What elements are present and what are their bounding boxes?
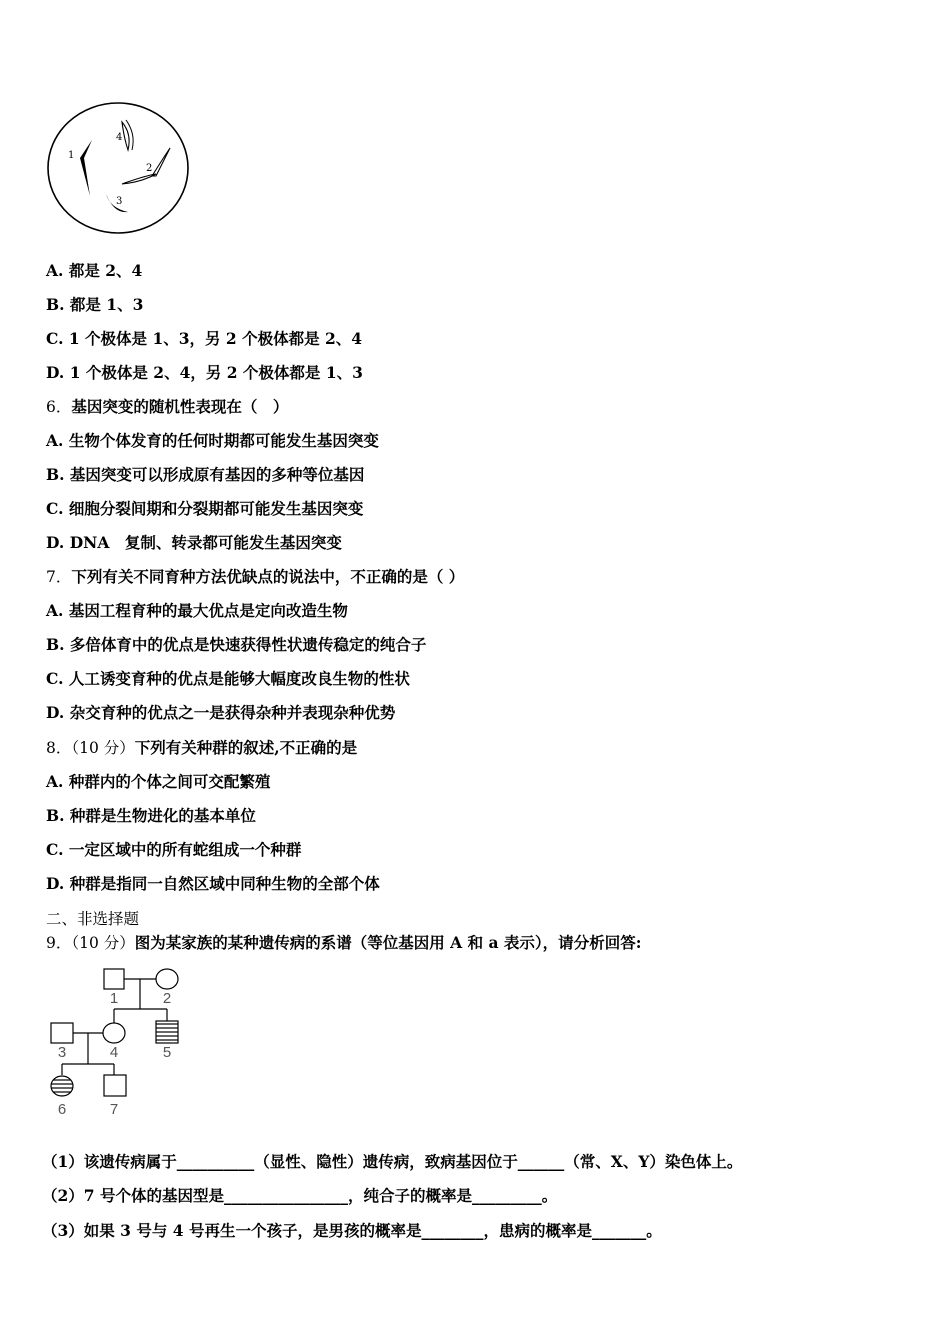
- pedigree-female-2: [156, 969, 178, 989]
- pedigree-male-1: [104, 969, 124, 989]
- q9-stem: 9．（10 分）图为某家族的某种遗传病的系谱（等位基因用 A 和 a 表示），请分析回答:: [46, 933, 642, 952]
- q6-option-b: B. 基因突变可以形成原有基因的多种等位基因: [46, 465, 365, 484]
- q7-option-d: D. 杂交育种的优点之一是获得杂种并表现杂种优势: [46, 703, 396, 722]
- q8-option-b: B. 种群是生物进化的基本单位: [46, 806, 256, 825]
- q7-stem: 7．下列有关不同育种方法优缺点的说法中，不正确的是（ ）: [46, 567, 465, 586]
- pedigree-label-3: 3: [57, 1044, 67, 1061]
- pedigree-male-3: [51, 1023, 73, 1043]
- q6-stem: 6．基因突变的随机性表现在（ ）: [46, 397, 289, 416]
- cell-label-1: 1: [68, 150, 75, 161]
- pedigree-label-6: 6: [57, 1101, 67, 1118]
- pedigree-affected-female-6: [51, 1076, 73, 1096]
- q7-option-b: B. 多倍体育中的优点是快速获得性状遗传稳定的纯合子: [46, 635, 427, 654]
- q5-option-d: D. 1 个极体是 2、4，另 2 个极体都是 1、3: [46, 363, 363, 382]
- cell-label-2: 2: [146, 163, 153, 174]
- pedigree-female-4: [103, 1023, 125, 1043]
- chromosome-4: [122, 122, 129, 150]
- cell-label-4: 4: [116, 132, 123, 143]
- q5-option-a: A. 都是 2、4: [46, 261, 143, 280]
- q6-option-d: D. DNA 复制、转录都可能发生基因突变: [46, 533, 342, 552]
- q9-sub-2: （2）7 号个体的基因型是________________，纯合子的概率是_________。: [42, 1186, 558, 1205]
- chromosome-2: [122, 174, 156, 184]
- pedigree-affected-male-5: [156, 1021, 178, 1043]
- q8-option-d: D. 种群是指同一自然区域中同种生物的全部个体: [46, 874, 380, 893]
- pedigree-label-2: 2: [162, 990, 172, 1007]
- q7-option-c: C. 人工诱变育种的优点是能够大幅度改良生物的性状: [46, 669, 410, 688]
- q9-sub-1: （1）该遗传病属于__________（显性、隐性）遗传病，致病基因位于______（常、X、Y）染色体上。: [42, 1152, 743, 1171]
- q7-option-a: A. 基因工程育种的最大优点是定向改造生物: [46, 601, 348, 620]
- q5-option-c: C. 1 个极体是 1、3，另 2 个极体都是 2、4: [46, 329, 363, 348]
- pedigree-label-4: 4: [109, 1044, 119, 1061]
- cell-diagram: [44, 100, 192, 236]
- pedigree-label-5: 5: [162, 1044, 172, 1061]
- q8-option-c: C. 一定区域中的所有蛇组成一个种群: [46, 840, 302, 859]
- q9-sub-3: （3）如果 3 号与 4 号再生一个孩子，是男孩的概率是________，患病的概率是_______。: [42, 1221, 662, 1240]
- pedigree-chart: [44, 962, 204, 1120]
- q8-option-a: A. 种群内的个体之间可交配繁殖: [46, 772, 271, 791]
- pedigree-male-7: [104, 1075, 126, 1096]
- pedigree-label-7: 7: [109, 1101, 119, 1118]
- section-heading: 二、非选择题: [46, 910, 140, 928]
- q8-stem: 8．（10 分）下列有关种群的叙述,不正确的是: [46, 738, 358, 757]
- q6-option-a: A. 生物个体发育的任何时期都可能发生基因突变: [46, 431, 379, 450]
- pedigree-label-1: 1: [109, 990, 119, 1007]
- chromosome-1: [80, 140, 92, 196]
- cell-label-3: 3: [116, 196, 123, 207]
- q6-option-c: C. 细胞分裂间期和分裂期都可能发生基因突变: [46, 499, 364, 518]
- q5-option-b: B. 都是 1、3: [46, 295, 144, 314]
